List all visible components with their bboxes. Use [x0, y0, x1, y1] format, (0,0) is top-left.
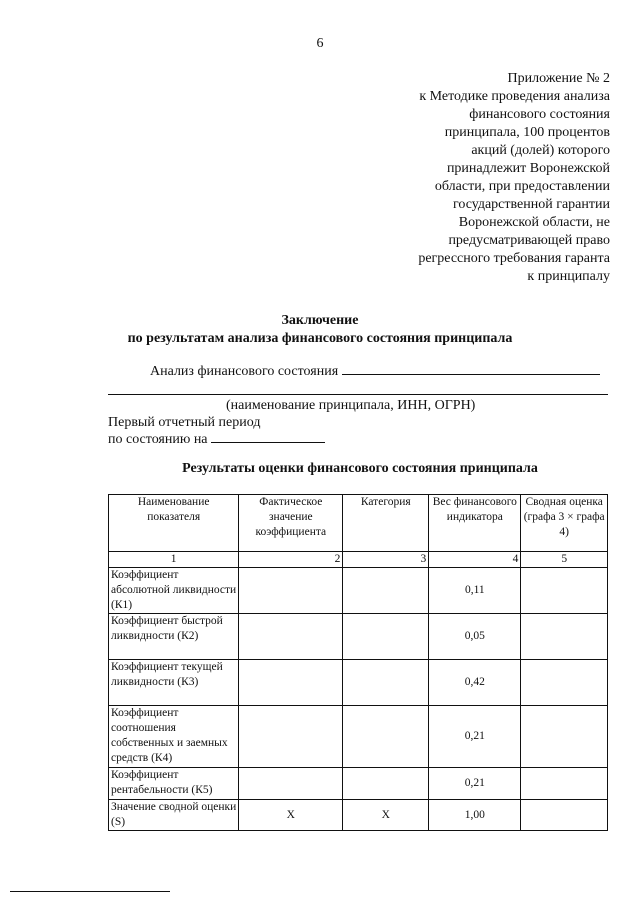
conclusion-title-line2: по результатам анализа финансового состояния принципала [127, 331, 513, 346]
analysis-label: Анализ финансового состояния [150, 364, 339, 379]
column-number: 5 [521, 552, 608, 568]
category-cell[interactable] [343, 660, 429, 706]
as-of-label: по состоянию на [108, 432, 208, 447]
table-row [109, 614, 608, 660]
indicator-name: Коэффициент абсолютной ликвидности (К1) [109, 568, 239, 614]
annex-line: Воронежской области, не [458, 215, 610, 230]
weight-cell: 0,11 [429, 568, 521, 614]
principal-name-blank[interactable] [342, 374, 600, 375]
indicator-name: Коэффициент соотношения собственных и заемных средств (К4) [109, 706, 239, 768]
indicator-name: Коэффициент текущей ликвидности (К3) [109, 660, 239, 706]
annex-line: акций (долей) которого [471, 143, 610, 158]
category-cell[interactable] [343, 568, 429, 614]
results-title: Результаты оценки финансового состояния принципала [182, 461, 538, 476]
weight-cell: 0,05 [429, 614, 521, 660]
weight-cell: 0,42 [429, 660, 521, 706]
indicator-name: Значение сводной оценки (S) [109, 800, 239, 831]
category-cell[interactable] [343, 614, 429, 660]
column-number: 3 [343, 552, 429, 568]
summary-score-cell[interactable] [521, 706, 608, 768]
header-actual-value: Фактическое значение коэффициента [239, 495, 343, 552]
column-number: 2 [239, 552, 343, 568]
category-cell: Х [343, 800, 429, 831]
table-row [109, 568, 608, 614]
header-weight: Вес финансового индикатора [429, 495, 521, 552]
as-of-row [108, 431, 325, 448]
summary-score-cell[interactable] [521, 800, 608, 831]
period-label: Первый отчетный период [108, 415, 261, 430]
actual-value-cell[interactable] [239, 706, 343, 768]
as-of-date-blank[interactable] [211, 442, 325, 443]
summary-score-cell[interactable] [521, 614, 608, 660]
indicator-name: Коэффициент рентабельности (К5) [109, 768, 239, 800]
column-number: 4 [429, 552, 521, 568]
conclusion-title-line1: Заключение [281, 313, 359, 328]
page-number: 6 [316, 36, 324, 51]
results-table [108, 494, 608, 831]
table-row [109, 660, 608, 706]
category-cell[interactable] [343, 706, 429, 768]
table-row-total [109, 800, 608, 831]
header-summary-score: Сводная оценка (графа 3 × графа 4) [521, 495, 608, 552]
table-column-number-row [109, 552, 608, 568]
weight-cell: 1,00 [429, 800, 521, 831]
principal-name-blank-line [108, 394, 608, 395]
weight-cell: 0,21 [429, 706, 521, 768]
indicator-name: Коэффициент быстрой ликвидности (К2) [109, 614, 239, 660]
footnote-separator [10, 891, 170, 892]
table-row [109, 706, 608, 768]
period-block [108, 414, 325, 448]
table-header-row [109, 495, 608, 552]
column-number: 1 [109, 552, 239, 568]
annex-line: принадлежит Воронежской [446, 161, 610, 176]
actual-value-cell[interactable] [239, 568, 343, 614]
actual-value-cell[interactable] [239, 768, 343, 800]
actual-value-cell: Х [239, 800, 343, 831]
actual-value-cell[interactable] [239, 614, 343, 660]
annex-line: финансового состояния [469, 107, 610, 122]
summary-score-cell[interactable] [521, 768, 608, 800]
header-indicator-name: Наименование показателя [109, 495, 239, 552]
annex-line: принципала, 100 процентов [444, 125, 610, 140]
actual-value-cell[interactable] [239, 660, 343, 706]
annex-line: к принципалу [527, 269, 610, 284]
annex-line: регрессного требования гаранта [418, 251, 610, 266]
annex-line: к Методике проведения анализа [419, 89, 610, 104]
category-cell[interactable] [343, 768, 429, 800]
table-row [109, 768, 608, 800]
annex-line: государственной гарантии [452, 197, 610, 212]
header-category: Категория [343, 495, 429, 552]
summary-score-cell[interactable] [521, 568, 608, 614]
weight-cell: 0,21 [429, 768, 521, 800]
annex-line: Приложение № 2 [507, 71, 610, 86]
annex-line: области, при предоставлении [434, 179, 610, 194]
summary-score-cell[interactable] [521, 660, 608, 706]
conclusion-title [0, 312, 640, 348]
analysis-field-row [150, 364, 600, 380]
principal-name-caption: (наименование принципала, ИНН, ОГРН) [226, 398, 476, 413]
annex-block [360, 70, 610, 286]
annex-line: предусматривающей право [448, 233, 610, 248]
